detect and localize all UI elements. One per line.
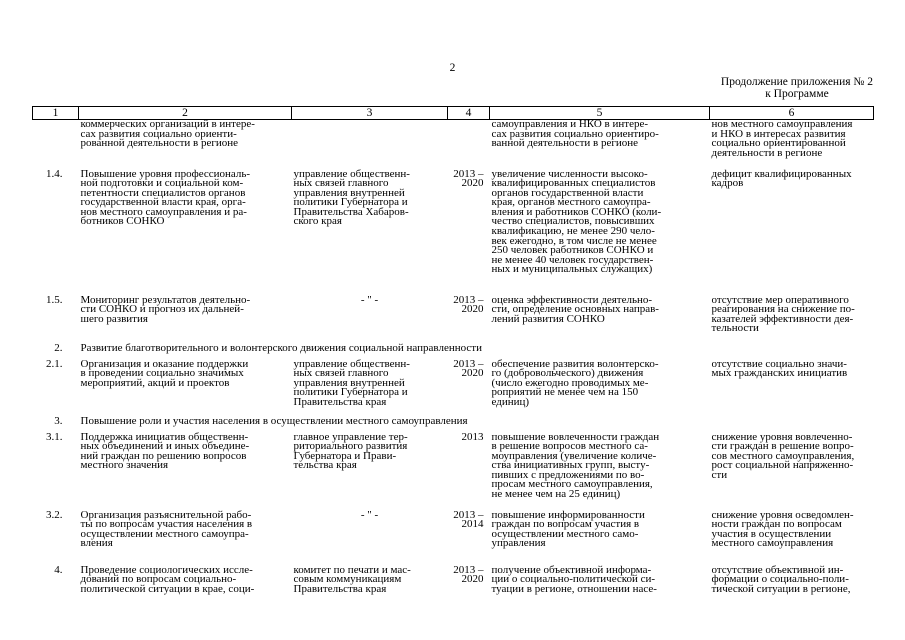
row-number [33, 120, 79, 170]
consequence-cell: нов местного самоуправления и НКО в интересах развития социально ориентированной деятельности в регионе [711, 118, 853, 159]
executor-cell: главное управление тер- риториального развития Губернатора и Прави- тельства края [293, 430, 408, 472]
term-cell: 2013 – 2020 [453, 563, 484, 586]
measure-cell: Организация разъяснительной рабо- ты по вопросам участия населения в осуществлении местного самоупра- вления [80, 508, 253, 550]
term-cell: 2013 – 2014 [453, 508, 484, 531]
executor-cell: управление общественн- ных связей главного управления внутренней политики Губернатора и Правительства края [293, 357, 410, 408]
result-cell: самоуправления и НКО в интере- сах развития социально ориентиро- ванной деятельности в регионе [491, 118, 659, 150]
col-header-6: 6 [710, 107, 874, 120]
table-row [33, 360, 874, 417]
consequence-cell: отсутствие мер оперативного реагирования на снижение по- казателей эффективности дея- тельности [711, 293, 855, 335]
table-row [33, 296, 874, 344]
consequence-cell: дефицит квалифицированных кадров [711, 167, 852, 190]
executor-cell: - " - [360, 293, 379, 306]
program-table [32, 106, 874, 606]
result-cell: повышение вовлеченности граждан в решение вопросов местного са- моуправления (увеличение количе- ства инициативных групп, высту- пивших с предложениями по во- просам местного самоуправления, не менее чем на 25 единиц) [491, 430, 660, 501]
executor-cell: управление общественн- ных связей главного управления внутренней политики Губернатора и Правительства Хабаров- ского края [293, 167, 410, 228]
appendix-caption [721, 76, 873, 100]
section-number: 2. [54, 341, 63, 354]
col-header-5: 5 [490, 107, 710, 120]
term-cell: 2013 – 2020 [453, 167, 484, 190]
consequence-cell: отсутствие объективной ин- формации о социально-поли- тической ситуации в регионе, [711, 563, 851, 595]
measure-cell: Повышение уровня профессиональ- ной подготовки и социальной ком- петентности специалистов органов государственной власти края, орга- нов местного самоуправления и ра- ботников СОНКО [80, 167, 251, 228]
term-cell [448, 120, 490, 170]
row-number: 1.4. [46, 167, 63, 180]
result-cell: повышение информированности граждан по вопросам участия в осуществлении местного само- управления [491, 508, 645, 550]
result-cell: оценка эффективности деятельно- сти, определение основных направ- лений развития СОНКО [491, 293, 659, 325]
table-row [33, 120, 874, 170]
measure-cell: Мониторинг результатов деятельно- сти СОНКО и прогноз их дальней- шего развития [80, 293, 251, 325]
row-number: 2.1. [46, 357, 63, 370]
table-row [33, 511, 874, 566]
row-number: 3.1. [46, 430, 63, 443]
col-header-3: 3 [292, 107, 448, 120]
consequence-cell: снижение уровня вовлеченно- сти граждан в решение вопро- сов местного самоуправления, рост социальной напряженно- сти [711, 430, 855, 481]
section-title: Развитие благотворительного и волонтерского движения социальной направленности [80, 341, 482, 354]
table-row [33, 433, 874, 511]
page-number: 2 [449, 62, 456, 74]
table-row [33, 566, 874, 606]
row-number: 1.5. [46, 293, 63, 306]
measure-cell: Проведение социологических иссле- дований по вопросам социально- политической ситуации в крае, соци- [80, 563, 255, 595]
term-cell: 2013 – 2020 [453, 357, 484, 380]
result-cell: получение объективной информа- ции о социально-политической си- туации в регионе, отношении насе- [491, 563, 657, 595]
term-cell: 2013 – 2020 [453, 293, 484, 316]
executor-cell: - " - [360, 508, 379, 521]
executor-cell: комитет по печати и мас- совым коммуникациям Правительства края [293, 563, 411, 595]
table-row [33, 170, 874, 296]
section-title: Повышение роли и участия населения в осуществлении местного самоуправления [80, 414, 468, 427]
section-number: 3. [54, 414, 63, 427]
consequence-cell: снижение уровня осведомлен- ности граждан по вопросам участия в осуществлении местного самоуправления [711, 508, 854, 550]
appendix-line-1: Продолжение приложения № 2 [720, 76, 873, 88]
consequence-cell: отсутствие социально значи- мых гражданских инициатив [711, 357, 848, 380]
measure-cell: Организация и оказание поддержки в проведении социально значимых мероприятий, акций и проектов [80, 357, 249, 389]
measure-cell: Поддержка инициатив общественн- ных объединений и иных объедине- ний граждан по решению вопросов местного значения [80, 430, 250, 472]
appendix-line-2: к Программе [765, 88, 829, 100]
result-cell: увеличение численности высоко- квалифицированных специалистов органов государственной власти края, органов местного самоупра- вления и работников СОНКО (коли- чество специалистов, повысивших квалификацию, не менее 290 чело- век ежегодно, в том числе не менее 250 человек работников СОНКО и не менее 40 человек государствен- ных и муниципальных служащих) [491, 167, 662, 276]
result-cell: обеспечение развития волонтерско- го (добровольческого) движения (число ежегодно проводимых ме- роприятий не менее чем на 150 единиц) [491, 357, 659, 408]
row-number: 3.2. [46, 508, 63, 521]
col-header-4: 4 [448, 107, 490, 120]
col-header-1: 1 [33, 107, 79, 120]
term-cell: 2013 [461, 430, 484, 443]
executor-cell [292, 120, 448, 170]
col-header-2: 2 [79, 107, 292, 120]
measure-cell: коммерческих организаций в интере- сах развития социально ориенти- рованной деятельности в регионе [80, 118, 255, 150]
row-number: 4. [54, 563, 63, 576]
